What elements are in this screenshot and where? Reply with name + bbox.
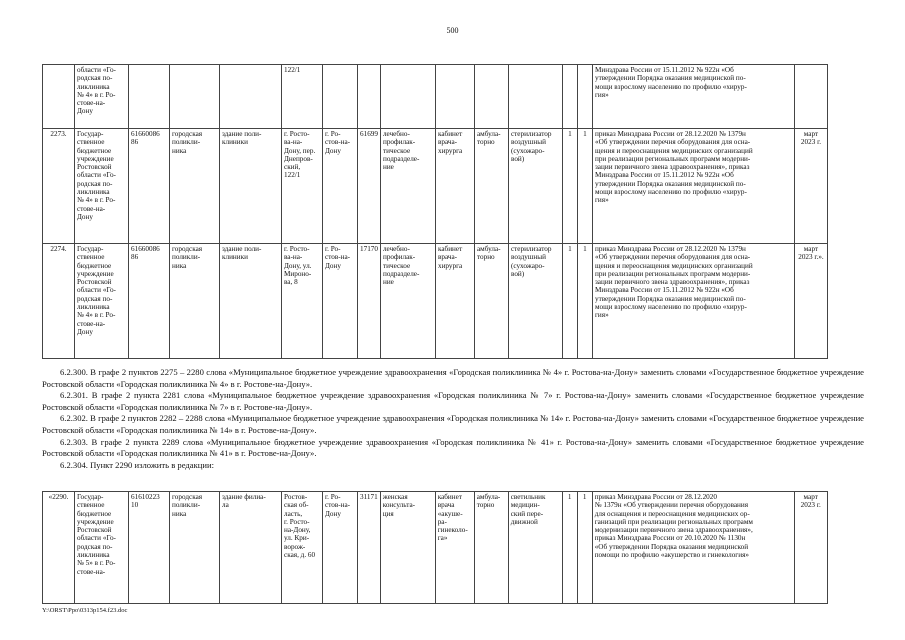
cell-addr: г. Росто- ва-на- Дону, пер. Днепров- ский, 122/1 [282,129,323,244]
paragraph: 6.2.300. В графе 2 пунктов 2275 – 2280 слова «Муниципальное бюджетное учреждение здравоохранения «Городская поликлиника № 4» г. Ростова-на-Дону» заменить словами «Государственное бюджетное учреждение Ростовской области «Городская поликлиника № 4» в г. Ростове-на-Дону». [42,367,864,389]
cell-city: г. Ро- стов-на- Дону [323,492,358,604]
cell-num: 17170 [358,244,381,359]
cell-code: 61660086 86 [129,129,170,244]
cell-q2: 1 [577,492,592,604]
cell-org: Государ- ственное бюджетное учреждение Ростовской области «Го- родская по- ликлиника № 5» в г. Ро- стове-на- [75,492,129,604]
table-row [43,129,828,244]
cell-basis: приказ Минздрава России от 28.12.2020 № 1379н «Об утверждении перечня оборудования для осна- щения и переоснащения медицинских организаций при реализации региональных программ модерни- зации первичного звена здравоохранения», приказ Минздрава России от 15.11.2012 № 922н «Об утверждении Порядка оказания медицинской по- мощи взрослому населению по профилю «хирур- гия» [592,244,794,359]
cell-struct [170,65,220,129]
cell-unit [380,65,435,129]
cell-q2 [577,65,592,129]
cell-basis: приказ Минздрава России от 28.12.2020 № 1379н «Об утверждении перечня оборудования для осна- щения и переоснащения медицинских организаций при реализации региональных программ модерни- зации первичного звена здравоохранения», приказ Минздрава России от 15.11.2012 № 922н «Об утверждении Порядка оказания медицинской по- мощи взрослому населению по профилю «хирур- гия» [592,129,794,244]
cell-q2: 1 [577,244,592,359]
cell-city: г. Ро- стов-на- Дону [323,244,358,359]
cell-code [129,65,170,129]
cell-q1: 1 [562,492,577,604]
cell-struct: городская поликли- ника [170,129,220,244]
cell-org: области «Го- родская по- ликлиника № 4» в г. Ро- стове-на- Дону [75,65,129,129]
cell-q1: 1 [562,244,577,359]
cell-date: март 2023 г. [794,492,827,604]
cell-building: здание поли- клиники [220,244,282,359]
cell-care [474,65,508,129]
cell-building [220,65,282,129]
amendment-paragraphs [42,367,864,471]
cell-date: март 2023 г. [794,129,827,244]
table-row [43,65,828,129]
cell-building: здание филиа- ла [220,492,282,604]
cell-equip: светильник медицин- ский пере- движной [508,492,562,604]
paragraph: 6.2.302. В графе 2 пунктов 2282 – 2288 слова «Муниципальное бюджетное учреждение здравоохранения «Городская поликлиника № 14» г. Ростова-на-Дону» заменить словами «Государственное бюджетное учреждение Ростовской области «Городская поликлиника № 14» в г. Ростове-на-Дону». [42,413,864,435]
cell-equip: стерилизатор воздушный (сухожаро- вой) [508,244,562,359]
cell-room [435,65,474,129]
cell-unit: женская консульта- ция [380,492,435,604]
paragraph: 6.2.301. В графе 2 пункта 2281 слова «Муниципальное бюджетное учреждение здравоохранения «Городская поликлиника № 7» г. Ростова-на-Дону» заменить словами «Государственное бюджетное учреждение Ростовской области «Городская поликлиника № 7» в г. Ростове-на-Дону». [42,390,864,412]
cell-care: амбула- торно [474,244,508,359]
cell-city [323,65,358,129]
paragraph: 6.2.303. В графе 2 пункта 2289 слова «Муниципальное бюджетное учреждение здравоохранения «Городская поликлиника № 41» г. Ростова-на-Дону» заменить словами «Государственное бюджетное учреждение Ростовской области «Городская поликлиника № 41» в г. Ростове-на-Дону». [42,436,864,459]
equipment-table-top [42,64,828,359]
table-row [43,492,828,604]
cell-no: «2290. [43,492,75,604]
cell-unit: лечебно- профилак- тическое подразделе- ние [380,244,435,359]
cell-unit: лечебно- профилак- тическое подразделе- ние [380,129,435,244]
cell-struct: городская поликли- ника [170,244,220,359]
cell-building: здание поли- клиники [220,129,282,244]
cell-city: г. Ро- стов-на- Дону [323,129,358,244]
cell-room: кабинет врача- хирурга [435,129,474,244]
cell-org: Государ- ственное бюджетное учреждение Ростовской области «Го- родская по- ликлиника № 4» в г. Ро- стове-на- Дону [75,129,129,244]
cell-room: кабинет врача «акуше- ра- гинеколо- га» [435,492,474,604]
cell-code: 61610223 10 [129,492,170,604]
cell-basis: Минздрава России от 15.11.2012 № 922н «Об утверждении Порядка оказания медицинской по- мощи взрослому населению по профилю «хирур- гия» [592,65,794,129]
cell-room: кабинет врача- хирурга [435,244,474,359]
cell-no: 2273. [43,129,75,244]
cell-basis: приказ Минздрава России от 28.12.2020 № 1379н «Об утверждении перечня оборудования для оснащения и переоснащения медицинских ор- ганизаций при реализации региональных программ модернизации первичного звена здравоохранения», приказ Минздрава России от 20.10.2020 № 1130н «Об утверждении Порядка оказания медицинской помощи по профилю «акушерство и гинекология» [592,492,794,604]
cell-no [43,65,75,129]
cell-equip: стерилизатор воздушный (сухожаро- вой) [508,129,562,244]
cell-no: 2274. [43,244,75,359]
cell-date: март 2023 г.». [794,244,827,359]
equipment-table-bottom [42,491,828,604]
cell-q1: 1 [562,129,577,244]
cell-date [794,65,827,129]
cell-equip [508,65,562,129]
cell-num: 31171 [358,492,381,604]
table-row [43,244,828,359]
page-number: 500 [446,26,459,35]
cell-care: амбула- торно [474,129,508,244]
cell-code: 61660086 86 [129,244,170,359]
file-path-footer: Y:\ORST\Ppo\0313p154.f23.doc [42,607,128,614]
cell-num: 61699 [358,129,381,244]
cell-addr: 122/1 [282,65,323,129]
cell-q1 [562,65,577,129]
cell-care: амбула- торно [474,492,508,604]
cell-addr: г. Росто- ва-на- Дону, ул. Мироно- ва, 8 [282,244,323,359]
cell-num [358,65,381,129]
cell-struct: городская поликли- ника [170,492,220,604]
cell-q2: 1 [577,129,592,244]
cell-org: Государ- ственное бюджетное учреждение Ростовской области «Го- родская по- ликлиника № 4» в г. Ро- стове-на- Дону [75,244,129,359]
paragraph: 6.2.304. Пункт 2290 изложить в редакции: [60,459,214,470]
cell-addr: Ростов- ская об- ласть, г. Росто- на-Дону, ул. Кри- ворож- ская, д. 60 [282,492,323,604]
